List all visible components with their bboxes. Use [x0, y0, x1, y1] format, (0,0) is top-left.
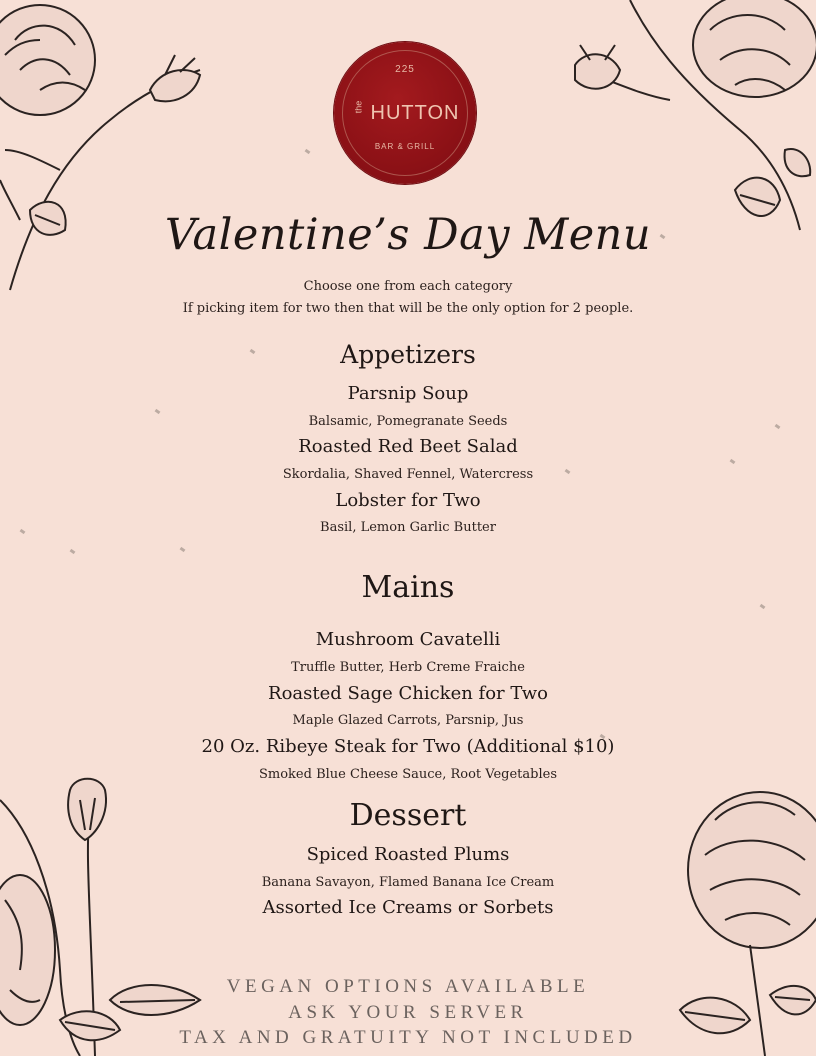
menu-item: Mushroom Cavatelli	[315, 629, 501, 650]
menu-item: Spiced Roasted Plums	[306, 844, 510, 865]
menu-item: Assorted Ice Creams or Sorbets	[262, 897, 554, 918]
footer-line: VEGAN OPTIONS AVAILABLE	[226, 976, 590, 997]
menu-item-desc: Balsamic, Pomegranate Seeds	[308, 414, 508, 429]
menu-item-desc: Skordalia, Shaved Fennel, Watercress	[282, 467, 534, 482]
footer-line: TAX AND GRATUITY NOT INCLUDED	[179, 1027, 637, 1048]
paper-speck	[180, 547, 186, 552]
menu-item-desc: Banana Savayon, Flamed Banana Ice Cream	[261, 875, 555, 890]
menu-item: Roasted Sage Chicken for Two	[268, 683, 548, 704]
section-heading-appetizers: Appetizers	[340, 340, 476, 369]
footer-line: ASK YOUR SERVER	[288, 1002, 528, 1023]
menu-item: Roasted Red Beet Salad	[298, 436, 518, 457]
logo-name: HUTTON	[370, 102, 460, 124]
paper-speck	[70, 549, 76, 554]
menu-item: Parsnip Soup	[347, 383, 469, 404]
page-title: Valentine’s Day Menu	[164, 210, 652, 260]
paper-speck	[305, 149, 311, 154]
menu-item-desc: Truffle Butter, Herb Creme Fraiche	[291, 660, 525, 675]
instruction-line: If picking item for two then that will be the only option for 2 people.	[182, 301, 634, 316]
logo-number: 225	[395, 64, 415, 75]
menu-item: 20 Oz. Ribeye Steak for Two (Additional $10)	[201, 736, 615, 757]
section-heading-mains: Mains	[361, 570, 455, 605]
menu-item-desc: Basil, Lemon Garlic Butter	[320, 520, 496, 535]
instruction-line: Choose one from each category	[303, 279, 513, 294]
logo-prefix: the	[353, 100, 364, 114]
menu-item: Lobster for Two	[335, 490, 481, 511]
section-heading-dessert: Dessert	[349, 798, 467, 833]
logo-tagline: BAR & GRILL	[374, 142, 436, 151]
paper-speck	[730, 459, 736, 464]
menu-item-desc: Maple Glazed Carrots, Parsnip, Jus	[292, 713, 524, 728]
menu-item-desc: Smoked Blue Cheese Sauce, Root Vegetables	[259, 767, 557, 782]
restaurant-logo	[334, 42, 476, 184]
